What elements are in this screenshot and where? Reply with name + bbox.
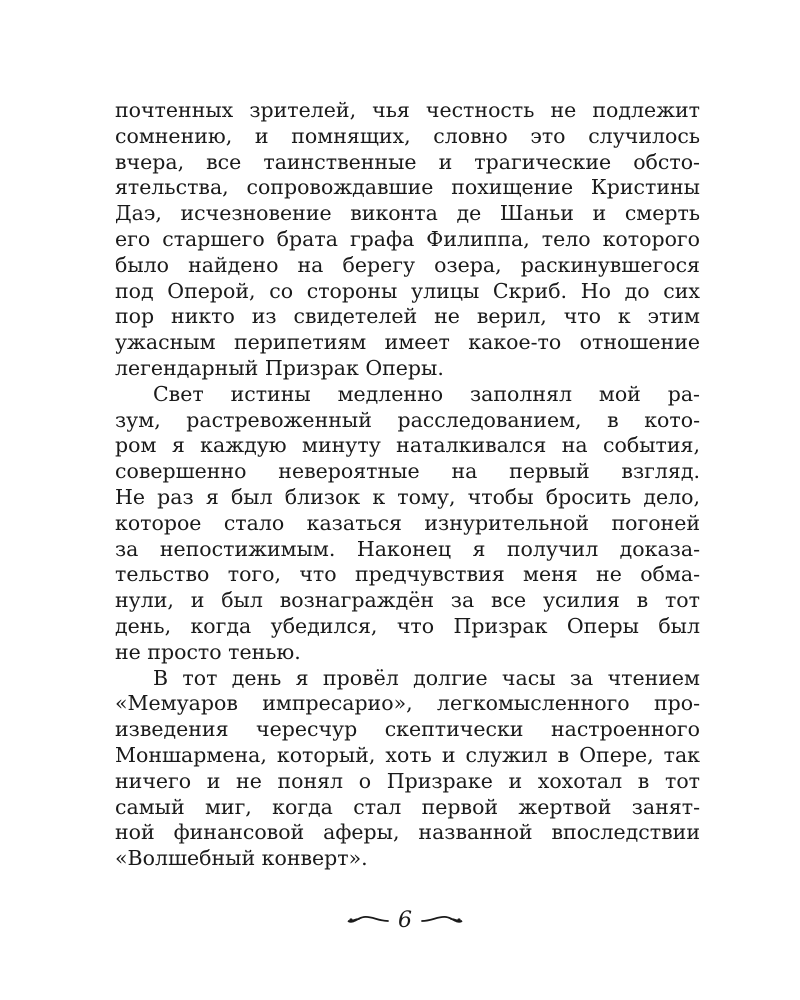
- text-line: которое стало казаться изнурительной погоней: [115, 510, 700, 535]
- body-text: [115, 98, 700, 872]
- page-folio: [340, 900, 470, 940]
- text-line: ной финансовой аферы, названной впоследствии: [115, 820, 700, 845]
- text-line: сомнению, и помнящих, словно это случилось: [115, 123, 700, 148]
- text-line: за непостижимым. Наконец я получил доказа-: [115, 536, 700, 561]
- left-flourish-icon: [346, 912, 390, 928]
- text-line: было найдено на берегу озера, раскинувшегося: [115, 252, 700, 277]
- text-line: зум, растревоженный расследованием, в кото-: [115, 407, 700, 432]
- text-line: Моншармена, который, хоть и служил в Опере, так: [115, 742, 700, 767]
- text-line: вчера, все таинственные и трагические обсто-: [115, 149, 700, 174]
- text-line: нули, и был вознаграждён за все усилия в тот: [115, 588, 700, 613]
- text-line: легендарный Призрак Оперы.: [115, 355, 444, 380]
- text-line: Не раз я был близок к тому, чтобы бросить дело,: [115, 484, 700, 509]
- text-line: тельство того, что предчувствия меня не обма-: [115, 562, 700, 587]
- text-line: под Оперой, со стороны улицы Скриб. Но до сих: [115, 278, 700, 303]
- text-line: почтенных зрителей, чья честность не подлежит: [115, 98, 700, 122]
- text-line: день, когда убедился, что Призрак Оперы был: [115, 613, 700, 638]
- text-line: ятельства, сопровождавшие похищение Кристины: [115, 175, 700, 200]
- text-line: Даэ, исчезновение виконта де Шаньи и смерть: [115, 201, 700, 226]
- text-line: не просто тенью.: [115, 639, 301, 664]
- text-line: совершенно невероятные на первый взгляд.: [115, 459, 700, 484]
- text-line: В тот день я провёл долгие часы за чтением: [153, 665, 700, 690]
- text-line: ужасным перипетиям имеет какое-то отношение: [115, 330, 700, 355]
- text-line: «Мемуаров импресарио», легкомысленного про-: [115, 691, 700, 716]
- text-line: изведения чересчур скептически настроенного: [115, 717, 700, 742]
- text-line: ничего и не понял о Призраке и хохотал в тот: [115, 768, 700, 793]
- text-line: «Волшебный конверт».: [115, 846, 368, 871]
- text-line: пор никто из свидетелей не верил, что к этим: [115, 304, 700, 329]
- text-line: самый миг, когда стал первой жертвой занят-: [115, 794, 700, 819]
- right-flourish-icon: [420, 912, 464, 928]
- text-line: ром я каждую минуту наталкивался на события,: [115, 433, 700, 458]
- text-line: его старшего брата графа Филиппа, тело которого: [115, 226, 700, 251]
- page-number: 6: [398, 907, 412, 933]
- text-line: Свет истины медленно заполнял мой ра-: [153, 381, 700, 406]
